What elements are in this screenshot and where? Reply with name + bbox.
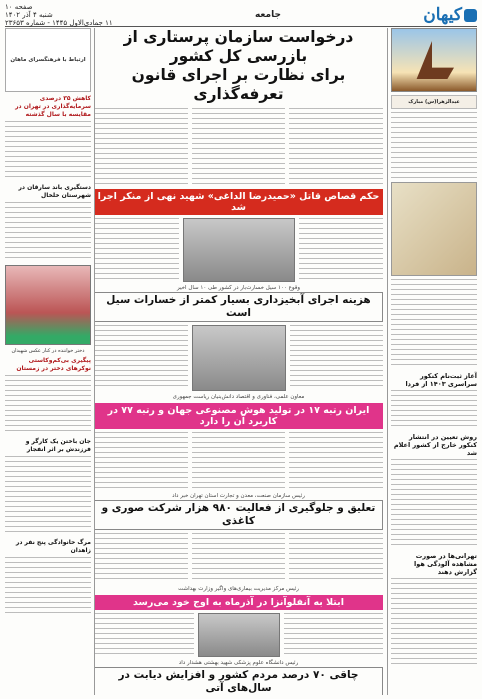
issue-info: [5, 3, 113, 27]
culture-center-ad: ارتباط با فرهنگسرای ماهان: [5, 28, 91, 92]
right-column: [387, 28, 477, 695]
paper-kicker: رئیس سازمان صنعت، معدن و تجارت استان تهران خبر داد: [172, 493, 305, 499]
flood-headline[interactable]: هزینه اجرای آبخیزداری بسیار کمتر از خسارات سیل است: [94, 292, 383, 322]
issue-date: شنبه ۴ آذر ۱۴۰۲: [5, 11, 53, 19]
news-title[interactable]: پیگیری بی‌کم‌وکاستی نوکرهای دختر در زمستان: [16, 357, 91, 372]
ship-icon: [410, 41, 454, 79]
newspaper-logo: [423, 5, 477, 25]
article-body: [391, 578, 477, 668]
left-column: [5, 28, 95, 695]
section-title: جامعه: [254, 10, 281, 20]
article-body: [289, 533, 383, 583]
article-body: [192, 533, 286, 583]
ai-kicker: معاون علمی، فناوری و اقتصاد دانش‌بنیان ریاست جمهوری: [172, 394, 305, 400]
flu-headline-bar[interactable]: ابتلا به آنفلوآنزا در آذرماه به اوج خود می‌رسد: [94, 595, 383, 610]
article-body: [5, 456, 91, 536]
flu-kicker: رئیس مرکز مدیریت بیماری‌های واگیر وزارت بهداشت: [178, 586, 299, 592]
article-body: [5, 202, 91, 262]
qisas-headline-bar[interactable]: حکم قصاص قاتل «حمیدرضا الداغی» شهید نهی از منکر اجرا شد: [94, 189, 383, 215]
article-body: [5, 557, 91, 617]
obesity-headline[interactable]: چاقی ۷۰ درصد مردم کشور و افزایش دیابت در سال‌های آتی: [94, 667, 383, 695]
dam-photo: [192, 325, 286, 391]
article-body: [290, 325, 384, 389]
paper-companies-headline[interactable]: تعلیق و جلوگیری از فعالیت ۹۸۰ هزار شرکت صوری و کاغذی: [94, 500, 383, 530]
news-title[interactable]: روش تعیین در انتشار کنکور خارج از کشور اعلام شد: [393, 433, 477, 457]
flood-kicker: وقوع ۱۰۰ سیل خسارت‌بار در کشور طی ۱۰ سال اخیر: [176, 285, 301, 291]
ship-ad-image: [391, 28, 477, 92]
news-photo: [183, 218, 295, 282]
news-title[interactable]: آغاز ثبت‌نام کنکور سراسری ۱۴۰۳ از فردا: [405, 372, 477, 388]
article-body: [391, 279, 477, 369]
article-body: [94, 218, 179, 280]
government-ad: [391, 182, 477, 276]
article-body: [94, 325, 188, 389]
article-body: [94, 432, 188, 490]
logo-text: کیهان: [423, 5, 462, 25]
news-photo: [5, 265, 91, 345]
article-body: [192, 432, 286, 490]
flu-photo: [198, 613, 280, 657]
eid-ad: عیدالزهرا(س) مبارک: [391, 95, 477, 109]
lead-headline[interactable]: [94, 28, 383, 104]
photo-caption: دختر خواننده در کنار عکس شهیدان: [11, 348, 85, 354]
article-body: [284, 613, 384, 655]
news-title[interactable]: جان باختن یک کارگر و فرزندش بر اثر انفجار: [25, 438, 91, 453]
lead-headline-line: برای نظارت بر اجرای قانون تعرفه‌گذاری: [131, 66, 346, 103]
article-body: [94, 108, 188, 186]
main-column: [94, 28, 383, 695]
article-body: [391, 112, 477, 182]
logo-mark-icon: [464, 9, 477, 22]
article-body: [94, 613, 194, 655]
lead-headline-line: درخواست سازمان پرستاری از بازرسی کل کشور: [123, 28, 354, 65]
article-body: [391, 390, 477, 430]
news-title[interactable]: تهرانی‌ها در صورت مشاهده آلودگی هوا گزارش دهند: [414, 552, 477, 576]
news-title[interactable]: کاهش ۳۵ درصدی سرمایه‌گذاری در تهران در مقایسه با سال گذشته: [15, 95, 91, 118]
obesity-kicker: رئیس دانشگاه علوم پزشکی شهید بهشتی هشدار داد: [178, 660, 299, 666]
article-body: [94, 533, 188, 583]
news-title[interactable]: مرگ خانوادگی پنج نفر در زاهدان: [15, 539, 91, 554]
issue-number: ۱۱ جمادی‌الاول ۱۴۴۵ - شماره ۲۳۶۵۳: [5, 19, 113, 27]
page-number: صفحه ۱۰: [5, 3, 33, 11]
ai-headline-bar[interactable]: ایران رتبه ۱۷ در تولید هوش مصنوعی جهان و رتبه ۷۷ در کاربرد آن را دارد: [94, 403, 383, 429]
article-body: [5, 375, 91, 435]
article-body: [5, 121, 91, 181]
article-body: [299, 218, 384, 280]
article-body: [192, 108, 286, 186]
article-body: [391, 459, 477, 549]
article-body: [289, 108, 383, 186]
article-body: [289, 432, 383, 490]
page-header: [5, 4, 477, 27]
news-title[interactable]: دستگیری باند سارقان در شهرستان خلخال: [18, 184, 91, 199]
